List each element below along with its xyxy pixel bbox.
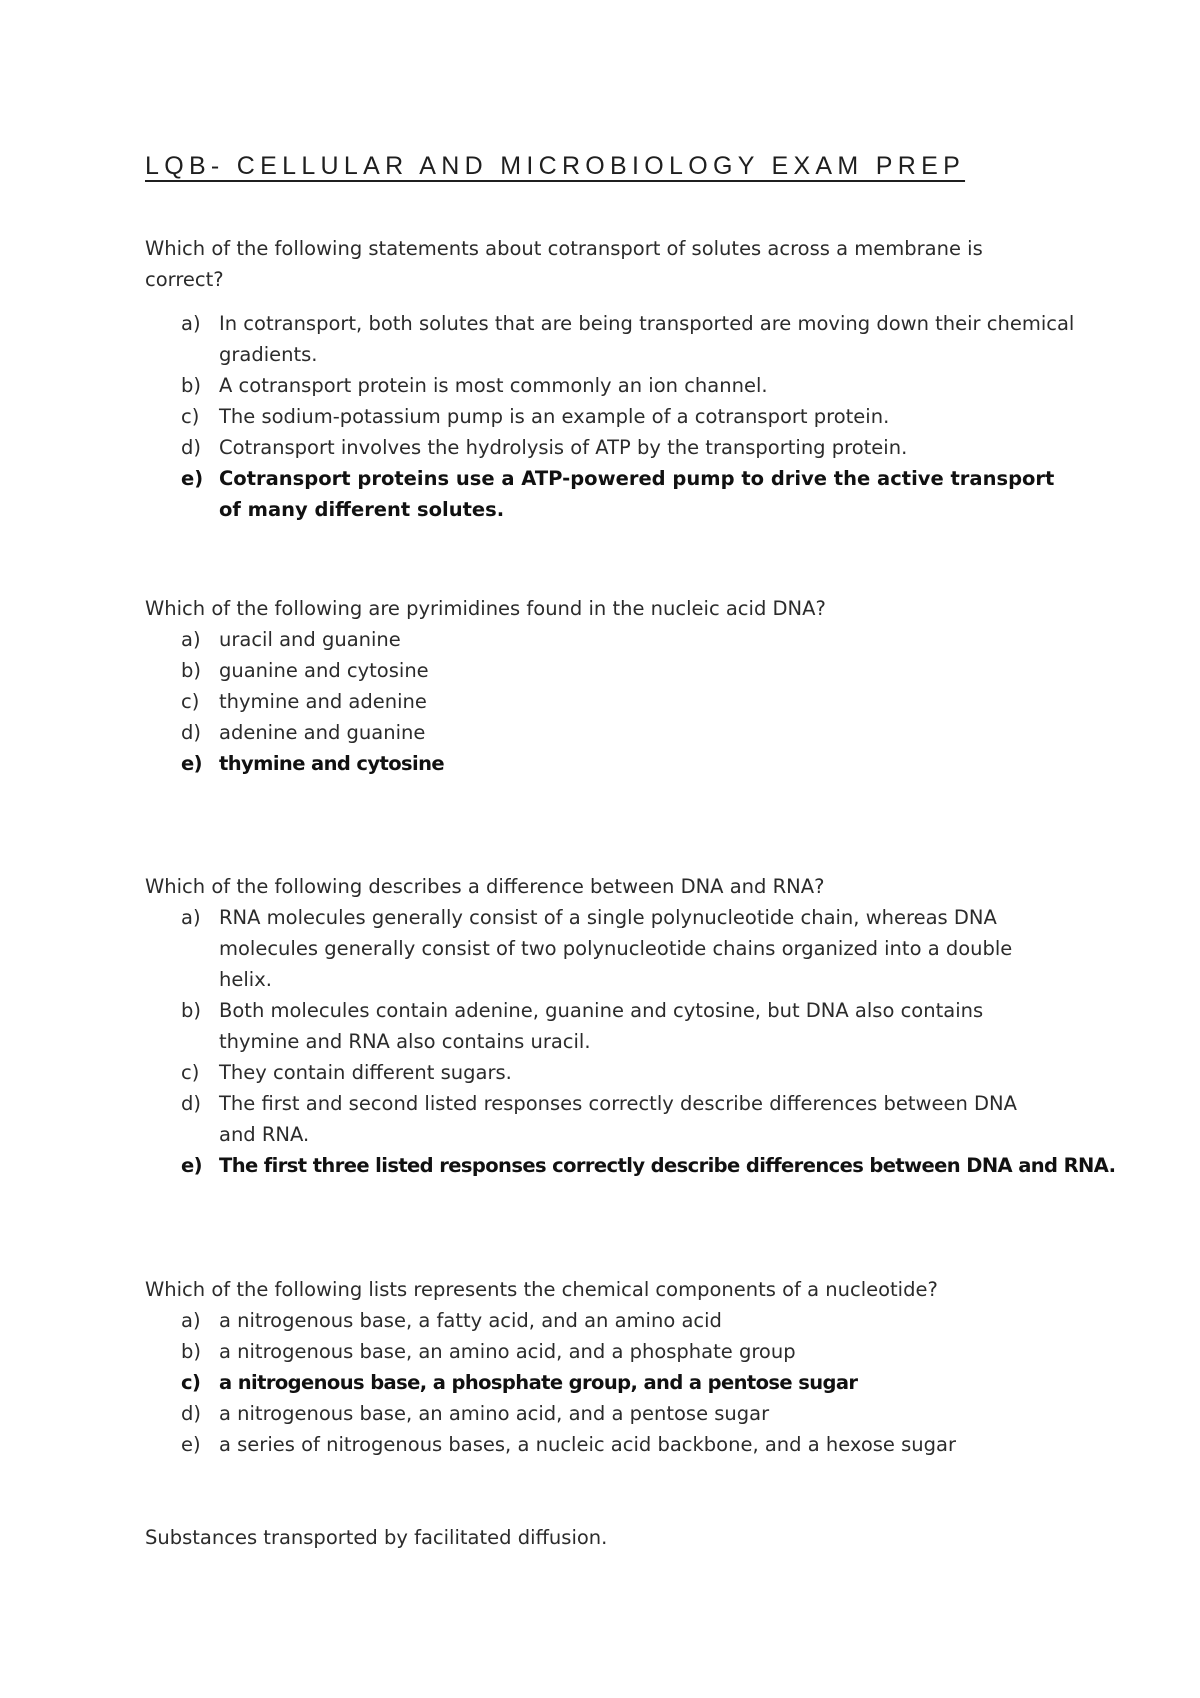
option-letter: a) [181, 906, 201, 929]
answer-option [145, 370, 1075, 401]
option-text: a nitrogenous base, an amino acid, and a phosphate group [219, 1340, 796, 1363]
answer-option [145, 1336, 1075, 1367]
option-letter: b) [181, 999, 201, 1022]
correct-answer-option [145, 1150, 1116, 1181]
option-letter: c) [181, 405, 200, 428]
answer-options [145, 902, 1116, 1181]
option-text: The first three listed responses correctly describe differences between DNA and RNA. [219, 1154, 1116, 1177]
option-letter: e) [181, 752, 202, 775]
option-text: thymine and adenine [219, 690, 427, 713]
option-text: a nitrogenous base, a phosphate group, and a pentose sugar [219, 1371, 858, 1394]
answer-option [145, 1057, 1075, 1088]
option-text: A cotransport protein is most commonly an ion channel. [219, 374, 768, 397]
option-text: They contain different sugars. [219, 1061, 512, 1084]
option-text: a nitrogenous base, an amino acid, and a pentose sugar [219, 1402, 770, 1425]
option-text: a nitrogenous base, a fatty acid, and an amino acid [219, 1309, 722, 1332]
option-text: RNA molecules generally consist of a single polynucleotide chain, whereas DNA molecules generally consist of two polynucleotide chains organized into a double helix. [219, 906, 1013, 991]
option-letter: d) [181, 721, 201, 744]
answer-option [145, 401, 1075, 432]
option-letter: e) [181, 1433, 201, 1456]
option-letter: b) [181, 659, 201, 682]
question-text: Which of the following statements about cotransport of solutes across a membrane is correct? [145, 237, 983, 291]
option-letter: e) [181, 467, 204, 490]
option-letter: d) [181, 1402, 201, 1425]
option-text: Both molecules contain adenine, guanine and cytosine, but DNA also contains thymine and RNA also contains uracil. [219, 999, 984, 1053]
option-letter: b) [181, 374, 201, 397]
question-text: Which of the following lists represents the chemical components of a nucleotide? [145, 1278, 938, 1301]
answer-option [145, 308, 1075, 370]
question-block [145, 593, 1075, 779]
option-letter: a) [181, 312, 201, 335]
answer-options [145, 624, 1075, 779]
option-letter: a) [181, 1309, 201, 1332]
answer-option [145, 1088, 1075, 1150]
question-text: Which of the following describes a difference between DNA and RNA? [145, 875, 825, 898]
question-text: Which of the following are pyrimidines found in the nucleic acid DNA? [145, 597, 826, 620]
option-letter: d) [181, 436, 201, 459]
option-text: guanine and cytosine [219, 659, 429, 682]
option-letter: e) [181, 1154, 202, 1177]
answer-option [145, 624, 1075, 655]
option-letter: d) [181, 1092, 201, 1115]
question-text: Substances transported by facilitated diffusion. [145, 1526, 608, 1549]
answer-option [145, 432, 1075, 463]
option-text: uracil and guanine [219, 628, 401, 651]
answer-option [145, 902, 1075, 995]
option-text: In cotransport, both solutes that are being transported are moving down their chemical gradients. [219, 312, 1075, 366]
option-letter: b) [181, 1340, 201, 1363]
answer-option [145, 686, 1075, 717]
correct-answer-option [145, 463, 1075, 525]
answer-options [145, 308, 1075, 525]
option-letter: a) [181, 628, 201, 651]
answer-option [145, 1398, 1075, 1429]
option-text: The sodium-potassium pump is an example of a cotransport protein. [219, 405, 890, 428]
answer-option [145, 717, 1075, 748]
answer-option [145, 995, 1075, 1057]
answer-option [145, 655, 1075, 686]
document-title: LQB- CELLULAR AND MICROBIOLOGY EXAM PREP [145, 152, 966, 180]
option-text: Cotransport proteins use a ATP-powered pump to drive the active transport of many different solutes. [219, 467, 1055, 521]
question-block [145, 871, 1116, 1181]
correct-answer-option [145, 1367, 1075, 1398]
option-text: The first and second listed responses correctly describe differences between DNA and RNA. [219, 1092, 1017, 1146]
option-text: Cotransport involves the hydrolysis of ATP by the transporting protein. [219, 436, 908, 459]
option-letter: c) [181, 1061, 200, 1084]
option-text: thymine and cytosine [219, 752, 444, 775]
question-block [145, 1522, 1075, 1553]
answer-options [145, 1305, 1075, 1460]
option-letter: c) [181, 690, 200, 713]
answer-option [145, 1305, 1075, 1336]
correct-answer-option [145, 748, 1075, 779]
option-text: adenine and guanine [219, 721, 426, 744]
answer-option [145, 1429, 1075, 1460]
option-letter: c) [181, 1371, 201, 1394]
option-text: a series of nitrogenous bases, a nucleic acid backbone, and a hexose sugar [219, 1433, 956, 1456]
question-block [145, 233, 1075, 525]
question-block [145, 1274, 1075, 1460]
